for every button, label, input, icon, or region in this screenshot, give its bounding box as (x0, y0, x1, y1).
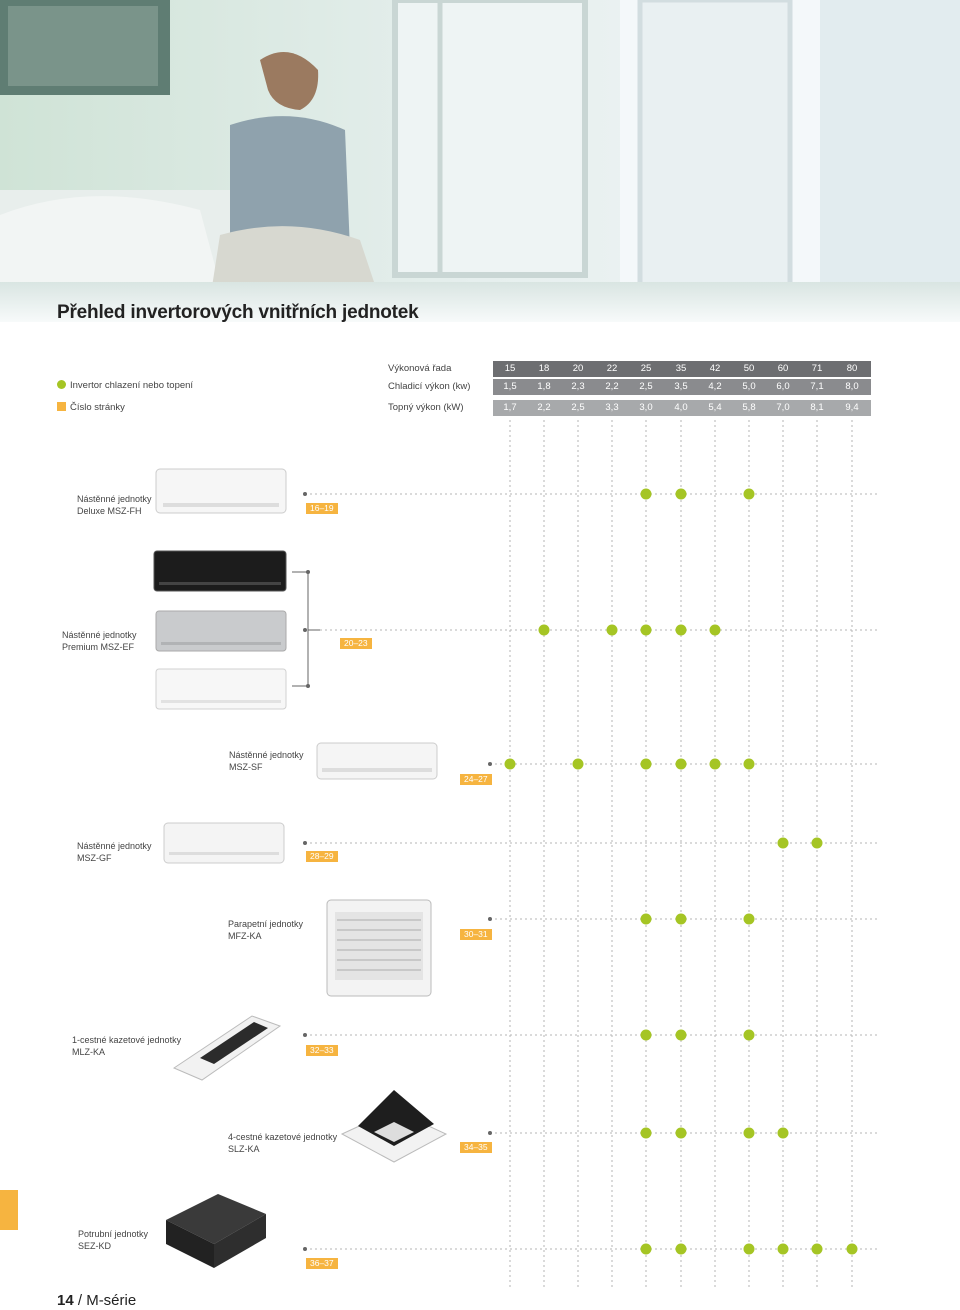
availability-dot (812, 838, 823, 849)
page-badge-msz-fh[interactable]: 16–19 (306, 503, 338, 514)
page-badge-msz-ef[interactable]: 20–23 (340, 638, 372, 649)
unit-image-msz-ef-black (153, 550, 287, 599)
row-label-cooling: Chladicí výkon (kw) (388, 381, 471, 392)
availability-dot (641, 1030, 652, 1041)
table-cell: 8,1 (810, 402, 824, 413)
availability-dot (778, 1128, 789, 1139)
availability-dot (744, 1030, 755, 1041)
table-cell: 1,7 (503, 402, 517, 413)
series-band (493, 361, 871, 377)
header-photo (0, 0, 960, 322)
table-cell: 2,2 (605, 381, 619, 392)
availability-dot (676, 759, 687, 770)
unit-image-msz-fh (155, 468, 287, 521)
availability-dot (710, 625, 721, 636)
availability-dot (573, 759, 584, 770)
legend-page-label: Číslo stránky (70, 402, 125, 413)
availability-dot (641, 1244, 652, 1255)
product-label-mlz-ka (72, 1034, 181, 1058)
footer (57, 1292, 136, 1309)
availability-dot (676, 1128, 687, 1139)
product-model: MFZ-KA (228, 931, 262, 941)
table-cell: 6,0 (776, 381, 790, 392)
product-model: MSZ-GF (77, 853, 112, 863)
product-model: MSZ-SF (229, 762, 263, 772)
product-label-msz-fh (77, 493, 152, 517)
table-cell: 42 (709, 363, 721, 374)
legend-inverter-label: Invertor chlazení nebo topení (70, 380, 194, 391)
row-start-marker (488, 1131, 492, 1135)
green-dot-icon (57, 380, 66, 389)
legend-inverter (57, 380, 193, 391)
availability-dot (710, 759, 721, 770)
product-model: Deluxe MSZ-FH (77, 506, 142, 516)
product-label-msz-ef (62, 629, 137, 653)
table-cell: 5,0 (742, 381, 756, 392)
row-label-heating: Topný výkon (kW) (388, 402, 464, 413)
section-name: / M-série (77, 1292, 137, 1309)
unit-image-msz-gf (163, 822, 287, 871)
product-type: Potrubní jednotky (78, 1229, 149, 1239)
product-label-sez-kd (78, 1228, 148, 1252)
availability-dot (778, 1244, 789, 1255)
page-badge-mfz-ka[interactable]: 30–31 (460, 929, 492, 940)
availability-dot (812, 1244, 823, 1255)
section-tab (0, 1190, 18, 1230)
table-cell: 15 (504, 363, 516, 374)
row-start-marker (303, 628, 307, 632)
table-cell: 2,5 (639, 381, 653, 392)
availability-dot (744, 759, 755, 770)
availability-dot (505, 759, 516, 770)
table-cell: 2,2 (537, 402, 551, 413)
table-cell: 9,4 (845, 402, 859, 413)
product-label-msz-sf (229, 749, 304, 773)
table-cell: 5,4 (708, 402, 722, 413)
availability-dot (676, 1244, 687, 1255)
product-model: Premium MSZ-EF (62, 642, 134, 652)
page-number: 14 (57, 1292, 74, 1309)
page-title: Přehled invertorových vnitřních jednotek (57, 302, 419, 323)
unit-image-msz-ef-silver (155, 610, 287, 659)
page-badge-mlz-ka[interactable]: 32–33 (306, 1045, 338, 1056)
table-cell: 3,3 (605, 402, 619, 413)
table-cell: 5,8 (742, 402, 756, 413)
table-cell: 1,8 (537, 381, 551, 392)
availability-dot (641, 489, 652, 500)
page-badge-sez-kd[interactable]: 36–37 (306, 1258, 338, 1269)
availability-dot (676, 625, 687, 636)
page-badge-msz-gf[interactable]: 28–29 (306, 851, 338, 862)
availability-dot (641, 1128, 652, 1139)
product-type: Nástěnné jednotky (77, 494, 152, 504)
table-cell: 3,5 (674, 381, 688, 392)
table-cell: 80 (846, 363, 858, 374)
table-cell: 18 (538, 363, 550, 374)
product-type: Nástěnné jednotky (229, 750, 304, 760)
bracket-line (292, 572, 308, 686)
bracket-marker (306, 684, 310, 688)
unit-image-msz-ef-white (155, 668, 287, 717)
table-cell: 50 (743, 363, 755, 374)
availability-dot (744, 1244, 755, 1255)
orange-square-icon (57, 402, 66, 411)
table-cell: 71 (811, 363, 823, 374)
availability-dot (744, 914, 755, 925)
availability-dot (641, 625, 652, 636)
table-cell: 20 (572, 363, 584, 374)
table-cell: 1,5 (503, 381, 517, 392)
table-cell: 7,0 (776, 402, 790, 413)
table-cell: 22 (606, 363, 618, 374)
product-label-mfz-ka (228, 918, 303, 942)
product-type: Nástěnné jednotky (62, 630, 137, 640)
availability-dot (744, 1128, 755, 1139)
product-model: MLZ-KA (72, 1047, 106, 1057)
table-cell: 4,0 (674, 402, 688, 413)
row-start-marker (303, 1033, 307, 1037)
table-cell: 35 (675, 363, 687, 374)
product-type: 1-cestné kazetové jednotky (72, 1035, 182, 1045)
table-cell: 8,0 (845, 381, 859, 392)
availability-dot (676, 1030, 687, 1041)
table-cell: 2,5 (571, 402, 585, 413)
table-cell: 2,3 (571, 381, 585, 392)
availability-dot (744, 489, 755, 500)
row-start-marker (488, 762, 492, 766)
product-type: Parapetní jednotky (228, 919, 304, 929)
availability-dot (641, 759, 652, 770)
product-type: Nástěnné jednotky (77, 841, 152, 851)
availability-dot (676, 489, 687, 500)
row-label-series: Výkonová řada (388, 363, 452, 374)
unit-image-sez-kd (160, 1190, 270, 1275)
unit-image-mfz-ka (325, 898, 433, 1003)
availability-dot (607, 625, 618, 636)
table-cell: 3,0 (639, 402, 653, 413)
bracket-marker (306, 570, 310, 574)
availability-dot (676, 914, 687, 925)
availability-dot (539, 625, 550, 636)
product-model: SLZ-KA (228, 1144, 260, 1154)
page-badge-msz-sf[interactable]: 24–27 (460, 774, 492, 785)
availability-dot (641, 914, 652, 925)
legend-page (57, 402, 125, 413)
availability-dot (778, 838, 789, 849)
product-model: SEZ-KD (78, 1241, 112, 1251)
row-start-marker (303, 1247, 307, 1251)
unit-image-slz-ka (338, 1088, 450, 1173)
product-label-slz-ka (228, 1131, 337, 1155)
row-start-marker (303, 492, 307, 496)
row-start-marker (488, 917, 492, 921)
unit-image-msz-sf (316, 742, 440, 787)
cooling-band (493, 379, 871, 395)
table-cell: 4,2 (708, 381, 722, 392)
heating-band (493, 400, 871, 416)
product-label-msz-gf (77, 840, 152, 864)
product-type: 4-cestné kazetové jednotky (228, 1132, 338, 1142)
table-cell: 60 (777, 363, 789, 374)
row-start-marker (303, 841, 307, 845)
table-cell: 25 (640, 363, 652, 374)
unit-image-mlz-ka (170, 1010, 282, 1089)
availability-dot (847, 1244, 858, 1255)
table-cell: 7,1 (810, 381, 824, 392)
page-badge-slz-ka[interactable]: 34–35 (460, 1142, 492, 1153)
